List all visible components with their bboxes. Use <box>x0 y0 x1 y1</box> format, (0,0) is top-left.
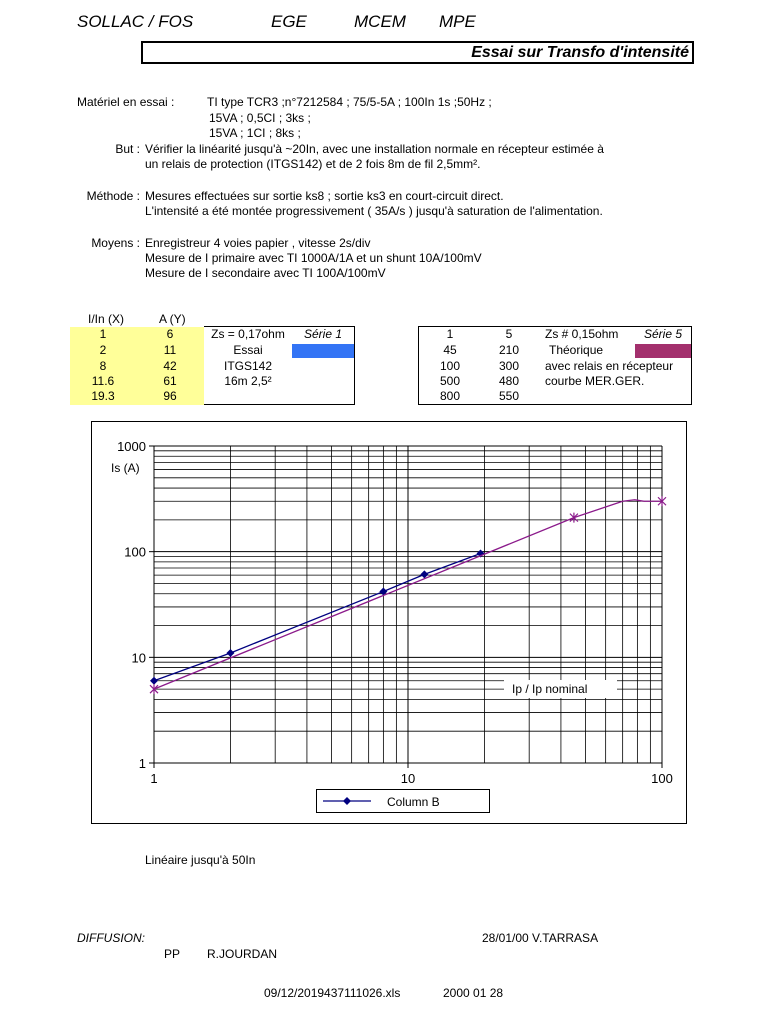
org-name: SOLLAC / FOS <box>77 12 194 31</box>
y-tick-label: 1000 <box>117 439 146 454</box>
table-cell: 61 <box>136 374 204 389</box>
table-cell: avec relais en récepteur <box>545 359 674 373</box>
y-axis-label: Is (A) <box>111 461 140 475</box>
table-row <box>419 359 692 374</box>
methode-line-1: Mesures effectuées sur sortie ks8 ; sortie ks3 en court-circuit direct. <box>145 189 504 203</box>
col-header-x: I/In (X) <box>88 312 125 326</box>
table-cell: 19.3 <box>70 389 136 405</box>
but-line-1: Vérifier la linéarité jusqu'à ~20In, avec une installation normale en récepteur estimée à <box>145 142 604 156</box>
moyens-line-3: Mesure de I secondaire avec TI 100A/100mV <box>145 266 386 280</box>
but-label: But : <box>115 142 140 156</box>
y-tick-label: 10 <box>131 650 146 666</box>
table-row <box>70 342 355 359</box>
series-5-swatch <box>635 344 691 358</box>
table-cell: 550 <box>498 389 520 403</box>
table-cell: 300 <box>498 359 520 373</box>
pp-label: PP <box>164 947 181 961</box>
series-label: Série 5 <box>643 327 683 341</box>
left-data-table <box>70 326 355 405</box>
y-tick-label: 1 <box>138 756 146 771</box>
table-cell <box>292 389 355 405</box>
table-cell: 1 <box>70 327 136 343</box>
y-tick-label: 100 <box>124 544 146 560</box>
file-code: 2000 01 28 <box>443 986 504 1000</box>
table-cell: 500 <box>439 374 461 388</box>
dept-mcem: MCEM <box>354 12 406 31</box>
materiel-label: Matériel en essai : <box>77 95 175 109</box>
moyens-line-1: Enregistreur 4 voies papier , vitesse 2s/div <box>145 236 371 250</box>
table-cell: 8 <box>70 359 136 374</box>
table-cell: 2 <box>70 342 136 359</box>
legend-marker-icon <box>319 790 379 812</box>
chart-annotation: Ip / Ip nominal <box>504 680 617 698</box>
table-row <box>419 389 692 405</box>
date-author: 28/01/00 V.TARRASA <box>482 931 599 945</box>
title-box <box>141 41 694 64</box>
table-row <box>70 389 355 405</box>
but-line-2: un relais de protection (ITGS142) et de 2 fois 8m de fil 2,5mm². <box>145 157 481 171</box>
materiel-line-2: 15VA ; 0,5CI ; 3ks ; <box>209 111 311 125</box>
table-cell: 800 <box>439 389 461 403</box>
table-cell: courbe MER.GER. <box>545 374 645 388</box>
dept-mpe: MPE <box>439 12 476 31</box>
table-cell: 16m 2,5² <box>224 374 272 388</box>
document-title: Essai sur Transfo d'intensité <box>471 44 689 61</box>
table-cell: ITGS142 <box>223 359 273 373</box>
table-cell <box>292 359 355 374</box>
table-cell: 42 <box>136 359 204 374</box>
table-cell: 96 <box>136 389 204 405</box>
series-swatch-cell <box>635 342 692 359</box>
dept-ege: EGE <box>271 12 307 31</box>
table-cell: 5 <box>505 327 513 341</box>
table-cell: 480 <box>498 374 520 388</box>
table-cell: 210 <box>498 343 520 357</box>
file-name: 09/12/2019437111026.xls <box>264 986 401 1000</box>
table-row <box>419 327 692 343</box>
table-cell <box>292 374 355 389</box>
conclusion-note: Linéaire jusqu'à 50In <box>145 853 256 867</box>
x-tick-label: 1 <box>150 771 158 786</box>
table-cell: Essai <box>233 343 263 357</box>
methode-line-2: L'intensité a été montée progressivement ( 35A/s ) jusqu'à saturation de l'alimentation. <box>145 204 603 218</box>
col-header-y: A (Y) <box>159 312 186 326</box>
table-row <box>70 327 355 343</box>
table-row <box>70 374 355 389</box>
table-cell: 100 <box>439 359 461 373</box>
table-row <box>70 359 355 374</box>
methode-label: Méthode : <box>86 189 140 203</box>
table-cell: Zs = 0,17ohm <box>204 327 292 343</box>
table-cell <box>204 389 292 405</box>
recipient-name: R.JOURDAN <box>207 947 278 961</box>
table-cell: Théorique <box>549 343 604 357</box>
table-cell: 11.6 <box>70 374 136 389</box>
diffusion-label: DIFFUSION: <box>77 931 145 945</box>
table-row <box>419 374 692 389</box>
materiel-line-3: 15VA ; 1CI ; 8ks ; <box>209 126 301 140</box>
table-row <box>419 342 692 359</box>
series-swatch-cell <box>292 342 355 359</box>
table-cell: Zs # 0,15ohm <box>545 327 619 341</box>
x-tick-label: 100 <box>651 771 673 786</box>
chart-frame <box>91 421 687 824</box>
moyens-line-2: Mesure de I primaire avec TI 1000A/1A et un shunt 10A/100mV <box>145 251 482 265</box>
chart-legend <box>316 789 490 813</box>
legend-label: Column B <box>387 795 440 809</box>
x-tick-label: 10 <box>400 771 416 786</box>
series-label: Série 1 <box>292 327 355 343</box>
table-cell: 6 <box>136 327 204 343</box>
materiel-line-1: TI type TCR3 ;n°7212584 ; 75/5-5A ; 100In 1s ;50Hz ; <box>207 95 492 109</box>
table-cell <box>537 389 692 405</box>
table-cell: 45 <box>443 343 457 357</box>
right-data-table <box>418 326 692 405</box>
table-cell: 1 <box>446 327 454 341</box>
table-cell: 11 <box>136 342 204 359</box>
series-1-swatch <box>292 344 354 358</box>
moyens-label: Moyens : <box>91 236 140 250</box>
